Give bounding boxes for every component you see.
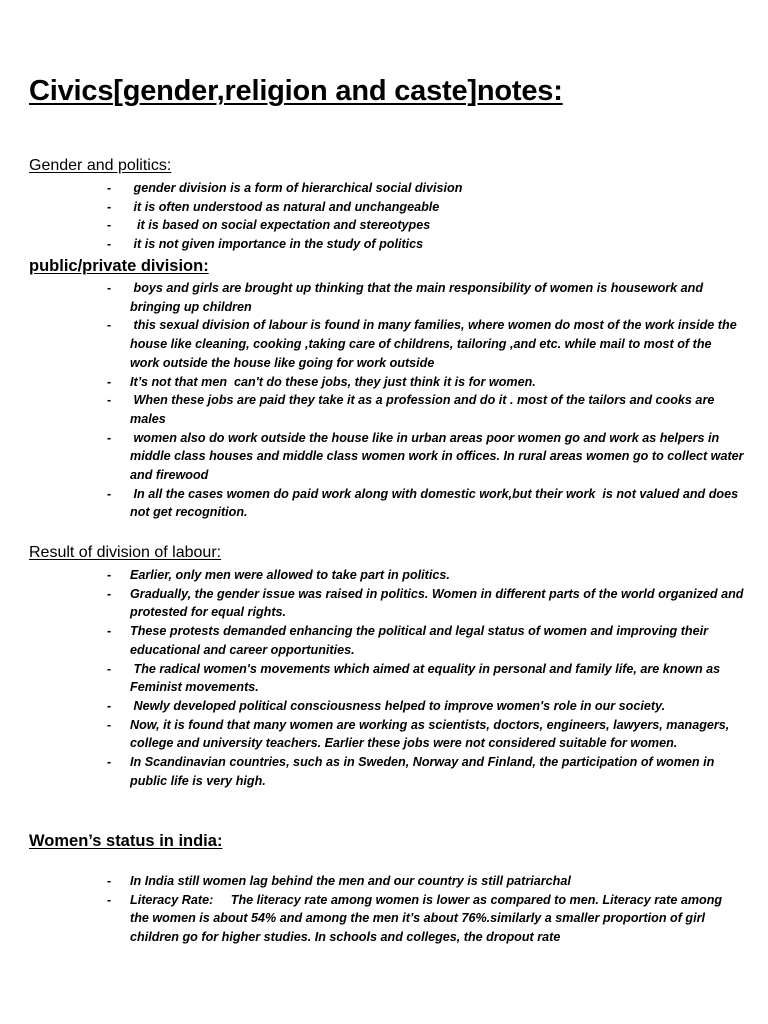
bullet-dash: - [107, 318, 112, 333]
bullet-dash: - [107, 218, 112, 233]
bullet-dash: - [107, 568, 112, 582]
section-heading-result-of-division-of-labour: Result of division of labour: [29, 544, 222, 561]
bullet-dash: - [107, 374, 112, 389]
bullet-dash: - [107, 199, 112, 214]
list-item: - Literacy Rate: The literacy rate among women is lower as compared to men. Literacy rate among the women is about 54% and among the men it’s about 76%.similarly a smaller proportion of girl children go for higher studies. In schools and colleges, the dropout rate [107, 892, 726, 945]
bullet-dash: - [107, 698, 112, 713]
list-item: - this sexual division of labour is found in many families, where women do most of the work inside the house like cleaning, cooking ,taking care of childrens, tailoring ,and etc. while mail to most of the work outside the house like going for work outside [107, 318, 741, 370]
bullet-dash: - [107, 237, 112, 252]
list-item: - it is often understood as natural and unchangeable [0, 198, 768, 217]
bullet-dash: - [107, 281, 112, 295]
section-heading-gender-and-politics: Gender and politics: [29, 157, 172, 174]
bullet-list-womens-status-in-india [0, 872, 768, 947]
list-item: - In all the cases women do paid work along with domestic work,but their work is not valued and does not get recognition. [107, 486, 742, 520]
bullet-list-result-of-division-of-labour [0, 566, 768, 790]
list-item: - It’s not that men can't do these jobs, they just think it is for women. [0, 373, 768, 392]
list-item: - gender division is a form of hierarchical social division [0, 179, 768, 198]
bullet-dash: - [107, 486, 112, 501]
bullet-dash: - [107, 874, 112, 888]
list-item: - In Scandinavian countries, such as in Sweden, Norway and Finland, the participation of women in public life is very high. [107, 755, 718, 788]
bullet-dash: - [107, 586, 112, 601]
bullet-dash: - [107, 624, 112, 639]
section-heading-womens-status-in-india: Women’s status in india: [29, 832, 223, 850]
bullet-dash: - [107, 717, 112, 732]
bullet-list-gender-and-politics [0, 179, 768, 254]
list-item: - The radical women's movements which aimed at equality in personal and family life, are known as Feminist movements. [107, 661, 724, 695]
bullet-dash: - [107, 393, 112, 408]
bullet-dash: - [107, 430, 112, 445]
list-item: - Gradually, the gender issue was raised in politics. Women in different parts of the world organized and protested for equal rights. [107, 586, 747, 620]
list-item: - Now, it is found that many women are working as scientists, doctors, engineers, lawyers, managers, college and university teachers. Earlier these jobs were not considered suitable for women. [107, 717, 733, 751]
bullet-list-public-private-division [0, 279, 768, 522]
list-item: - boys and girls are brought up thinking that the main responsibility of women is housework and bringing up children [107, 281, 707, 314]
list-item: - When these jobs are paid they take it as a profession and do it . most of the tailors and cooks are males [107, 393, 718, 426]
bullet-dash: - [107, 661, 112, 676]
list-item: - In India still women lag behind the men and our country is still patriarchal [0, 872, 768, 891]
bullet-dash: - [107, 755, 112, 770]
section-heading-public-private-division: public/private division: [29, 257, 209, 275]
bullet-dash: - [107, 892, 112, 907]
bullet-dash: - [107, 181, 112, 195]
list-item: - it is based on social expectation and stereotypes [0, 216, 768, 235]
page-title: Civics[gender,religion and caste]notes: [29, 75, 563, 107]
list-item: - These protests demanded enhancing the political and legal status of women and improving their educational and career opportunities. [107, 624, 712, 657]
list-item: - Newly developed political consciousness helped to improve women's role in our society. [0, 697, 768, 716]
list-item: - Earlier, only men were allowed to take part in politics. [0, 566, 768, 585]
list-item: - women also do work outside the house like in urban areas poor women go and work as helpers in middle class houses and middle class women work in offices. In rural areas women go to collect water and firewood [107, 430, 748, 483]
list-item: - it is not given importance in the study of politics [0, 235, 768, 254]
